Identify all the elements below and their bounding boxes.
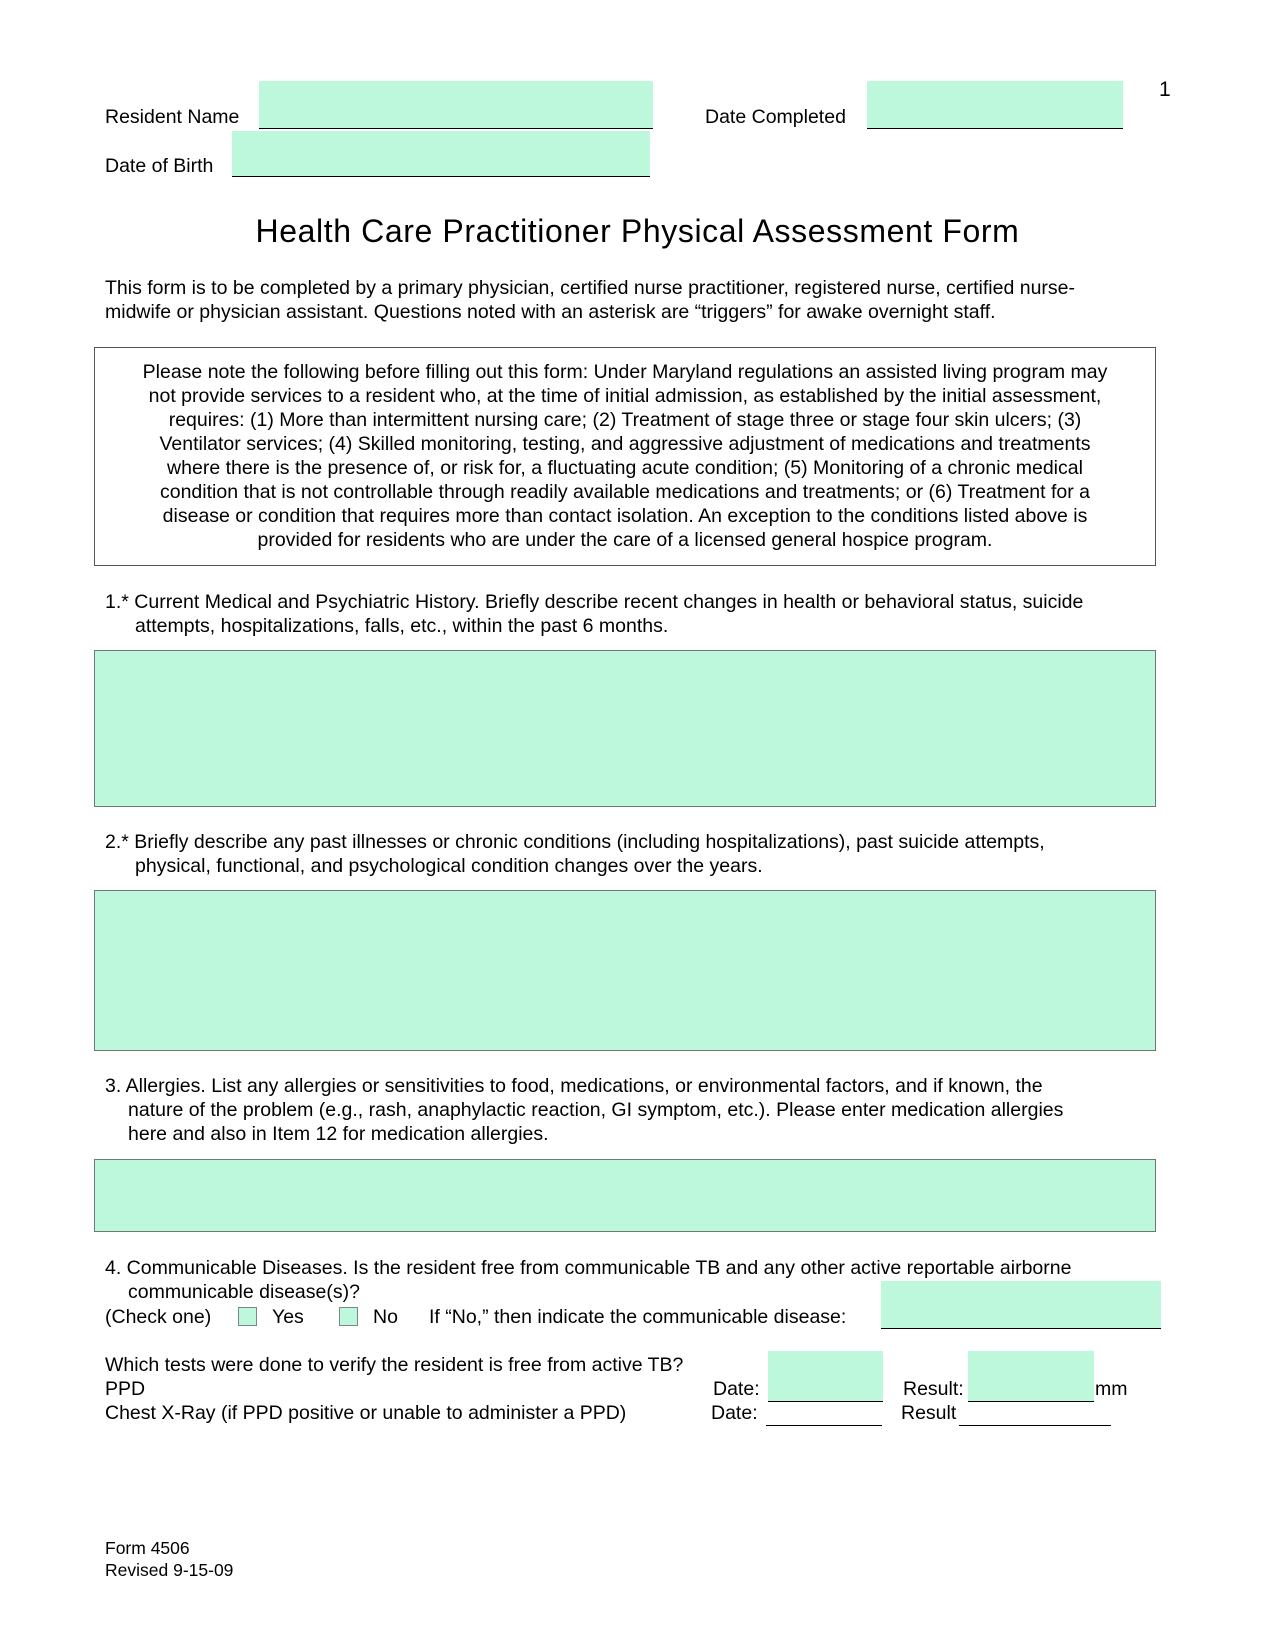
date-of-birth-field[interactable]: [232, 131, 650, 177]
regulations-notice-box: [94, 347, 1156, 566]
page-number: 1: [1159, 78, 1171, 101]
q4-check-one-label: (Check one): [105, 1306, 212, 1328]
revised-date: Revised 9-15-09: [105, 1560, 234, 1580]
notice-line: where there is the presence of, or risk for, a fluctuating acute condition; (5) Monitoring of a chronic medical: [167, 457, 1083, 479]
notice-line: Please note the following before filling out this form: Under Maryland regulations an assisted living program may: [142, 361, 1108, 383]
date-completed-underline: [867, 128, 1123, 129]
q4-communicable-disease-field[interactable]: [881, 1281, 1161, 1328]
ppd-date-underline: [768, 1401, 883, 1402]
q4-yes-label: Yes: [272, 1306, 304, 1328]
q3-text-line3: here and also in Item 12 for medication allergies.: [128, 1123, 549, 1145]
q4-if-no-label: If “No,” then indicate the communicable disease:: [429, 1306, 847, 1328]
page-title: Health Care Practitioner Physical Assessment Form: [255, 213, 1020, 249]
q4-text-line2: communicable disease(s)?: [128, 1281, 360, 1303]
chest-xray-label: Chest X-Ray (if PPD positive or unable to administer a PPD): [105, 1402, 627, 1424]
ppd-result-label: Result:: [903, 1378, 964, 1400]
resident-name-underline: [259, 128, 653, 129]
intro-text: [105, 276, 1165, 324]
q4-yes-checkbox[interactable]: [238, 1307, 257, 1326]
date-completed-label: Date Completed: [705, 106, 846, 128]
q3-allergies-field[interactable]: [94, 1159, 1156, 1232]
intro-line: This form is to be completed by a primary physician, certified nurse practitioner, registered nurse, certified nurse-: [105, 277, 1076, 299]
notice-line: not provide services to a resident who, at the time of initial admission, as established by the initial assessment,: [148, 385, 1102, 407]
q3-text-line1: 3. Allergies. List any allergies or sensitivities to food, medications, or environmental factors, and if known, the: [105, 1075, 1043, 1097]
q2-text-line2: physical, functional, and psychological condition changes over the years.: [135, 855, 763, 877]
resident-name-field[interactable]: [259, 81, 653, 129]
q2-text-line1: 2.* Briefly describe any past illnesses or chronic conditions (including hospitalizations), past suicide attempts,: [105, 831, 1045, 853]
q1-response-field[interactable]: [94, 650, 1156, 807]
ppd-result-underline: [968, 1401, 1094, 1402]
notice-line: disease or condition that requires more than contact isolation. An exception to the conditions listed above is: [162, 505, 1088, 527]
ppd-unit-label: mm: [1095, 1378, 1128, 1400]
date-completed-field[interactable]: [867, 81, 1123, 129]
notice-line: requires: (1) More than intermittent nursing care; (2) Treatment of stage three or stage four skin ulcers; (3): [168, 409, 1082, 431]
notice-line: condition that is not controllable through readily available medications and treatments; or (6) Treatment for a: [159, 481, 1090, 503]
tb-question: Which tests were done to verify the resident is free from active TB?: [105, 1354, 684, 1376]
resident-name-label: Resident Name: [105, 106, 240, 128]
notice-line: provided for residents who are under the care of a licensed general hospice program.: [257, 529, 993, 551]
date-of-birth-label: Date of Birth: [105, 155, 214, 177]
ppd-label: PPD: [105, 1378, 146, 1400]
q4-communicable-disease-underline: [881, 1328, 1161, 1329]
q4-text-line1: 4. Communicable Diseases. Is the resident free from communicable TB and any other active reportable airborne: [105, 1257, 1072, 1279]
xray-result-field[interactable]: [959, 1425, 1111, 1426]
xray-date-label: Date:: [711, 1402, 758, 1424]
intro-line: midwife or physician assistant. Questions noted with an asterisk are “triggers” for awake overnight staff.: [105, 301, 996, 323]
q2-response-field[interactable]: [94, 890, 1156, 1051]
notice-line: Ventilator services; (4) Skilled monitoring, testing, and aggressive adjustment of medications and treatments: [159, 433, 1091, 455]
xray-date-field[interactable]: [766, 1425, 882, 1426]
xray-result-label: Result: [901, 1402, 957, 1424]
date-of-birth-underline: [232, 176, 650, 177]
q4-no-label: No: [373, 1306, 398, 1328]
q3-text-line2: nature of the problem (e.g., rash, anaphylactic reaction, GI symptom, etc.). Please enter medication allergies: [128, 1099, 1064, 1121]
q4-no-checkbox[interactable]: [339, 1307, 358, 1326]
q1-text-line2: attempts, hospitalizations, falls, etc., within the past 6 months.: [135, 615, 669, 637]
form-number: Form 4506: [105, 1538, 190, 1558]
ppd-date-field[interactable]: [768, 1351, 883, 1401]
ppd-result-field[interactable]: [968, 1351, 1094, 1401]
q1-text-line1: 1.* Current Medical and Psychiatric History. Briefly describe recent changes in health or behavioral status, suicide: [105, 591, 1084, 613]
ppd-date-label: Date:: [713, 1378, 760, 1400]
